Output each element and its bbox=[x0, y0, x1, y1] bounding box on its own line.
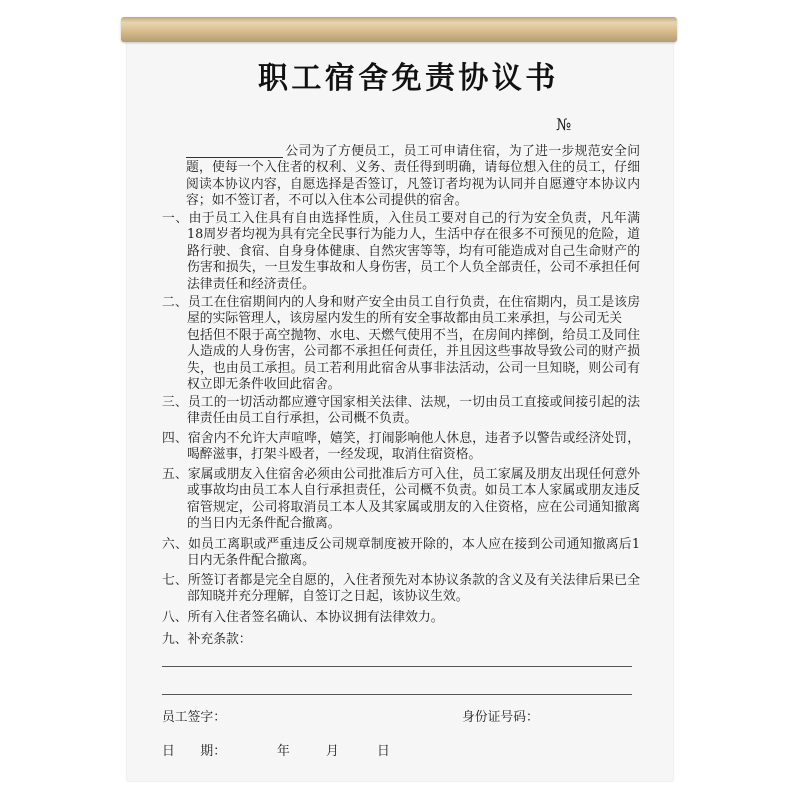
employee-signature-label: 员工签字： bbox=[162, 710, 226, 725]
clause-line-text: 所签订者都是完全自愿的，入住者预先对本协议条款的含义及有关法律后果已全 bbox=[187, 573, 640, 588]
clause-4 bbox=[162, 431, 640, 464]
clause-line-text: 家属或朋友入住宿舍必须由公司批准后方可入住，员工家属及朋友出现任何意外 bbox=[187, 467, 640, 482]
clause-line bbox=[162, 211, 640, 227]
clause-6 bbox=[162, 537, 640, 570]
intro-line: 阅读本协议内容，自愿选择是否签订，凡签订者均视为认同并自愿遵守本协议内 bbox=[186, 176, 640, 192]
clause-line: 或事故均由员工本人自行承担责任，公司概不负责。如员工本人家属或朋友违反 bbox=[187, 483, 640, 499]
clause-line bbox=[162, 537, 640, 553]
clause-line: 伤害和损失，一旦发生事故和人身伤害，员工个人负全部责任，公司不承担任何 bbox=[187, 260, 640, 276]
clause-line: 律责任由员工自行承担，公司概不负责。 bbox=[187, 411, 418, 427]
clause-line: 屋的实际管理人，该房屋内发生的所有安全事故都由员工来承担，与公司无关 bbox=[187, 311, 623, 327]
clause-7 bbox=[162, 573, 640, 606]
clause-line: 人造成的人身伤害，公司都不承担任何责任，并且因这些事故导致公司的财产损 bbox=[187, 344, 640, 360]
clause-line: 宿管规定，公司将取消员工本人及其家属或朋友的入住资格，应在公司通知撤离 bbox=[187, 499, 640, 515]
day-label: 日 bbox=[377, 744, 390, 759]
clause-line bbox=[162, 295, 640, 311]
clause-line: 权立即无条件收回此宿舍。 bbox=[187, 376, 341, 392]
clause-line: 日内无条件配合撤离。 bbox=[187, 553, 315, 569]
clause-line-text: 补充条款： bbox=[187, 632, 252, 647]
intro-line: 题，使每一个入住者的权利、义务、责任得到明确，请每位想入住的员工，仔细 bbox=[186, 160, 640, 176]
clause-number: 七、 bbox=[162, 573, 188, 588]
clause-line: 失，也由员工承担。员工若利用此宿舍从事非法活动，公司一旦知晓，则公司有 bbox=[187, 360, 640, 376]
clause-line-text: 员工在住宿期间内的人身和财产安全由员工自行负责，在住宿期内，员工是该房 bbox=[187, 295, 640, 310]
clause-3 bbox=[162, 395, 640, 428]
supplementary-blank-line bbox=[162, 666, 632, 667]
clause-number: 九、 bbox=[162, 632, 188, 647]
clause-line: 18周岁者均视为具有完全民事行为能力人，生活中存在很多不可预见的危险，道 bbox=[187, 227, 640, 243]
clause-line bbox=[162, 573, 640, 589]
clause-number: 八、 bbox=[162, 610, 188, 625]
clause-line bbox=[162, 632, 640, 648]
intro-line bbox=[186, 144, 640, 160]
clause-number: 四、 bbox=[162, 431, 188, 446]
scroll-rod bbox=[121, 17, 677, 42]
clause-1 bbox=[162, 211, 640, 293]
clause-line-text: 员工的一切活动都应遵守国家相关法律、法规，一切由员工直接或间接引起的法 bbox=[187, 395, 640, 410]
clause-number: 六、 bbox=[162, 537, 189, 552]
month-label: 月 bbox=[326, 744, 339, 759]
clause-line: 的当日内无条件配合撤离。 bbox=[187, 516, 341, 532]
year-label: 年 bbox=[277, 744, 290, 759]
clause-line bbox=[162, 395, 640, 411]
supplementary-blank-line bbox=[162, 694, 632, 695]
clause-9 bbox=[162, 632, 640, 648]
clause-line: 路行驶、食宿、自身身体健康、自然灾害等等，均有可能造成对自己生命财产的 bbox=[187, 243, 640, 259]
intro-line: 容；如不签订者，不可以入住本公司提供的宿舍。 bbox=[186, 193, 468, 209]
intro-line-text: 公司为了方便员工，员工可申请住宿，为了进一步规范安全问 bbox=[285, 144, 640, 159]
clause-number: 三、 bbox=[162, 395, 188, 410]
clause-line bbox=[162, 431, 640, 447]
clause-number: 二、 bbox=[162, 295, 188, 310]
clause-line-text: 如员工离职或严重违反公司规章制度被开除的，本人应在接到公司通知撤离后1 bbox=[188, 537, 640, 552]
document-number-label: № bbox=[556, 115, 572, 134]
clause-line: 法律责任和经济责任。 bbox=[187, 276, 315, 292]
clause-line-text: 由于员工入住具有自由选择性质，入住员工要对自己的行为安全负责，凡年满 bbox=[188, 211, 640, 226]
clause-2 bbox=[162, 295, 640, 393]
id-number-label: 身份证号码： bbox=[462, 710, 539, 725]
clause-line-text: 宿舍内不允许大声喧哗，嬉笑，打闹影响他人休息，违者予以警告或经济处罚， bbox=[187, 431, 640, 446]
clause-line bbox=[162, 610, 640, 626]
clause-5 bbox=[162, 467, 640, 533]
document-title: 职工宿舍免责协议书 bbox=[258, 61, 559, 96]
clause-line: 喝醉滋事，打架斗殴者，一经发现，取消住宿资格。 bbox=[187, 447, 482, 463]
date-label: 日 期： bbox=[162, 744, 226, 759]
clause-line-text: 所有入住者签名确认、本协议拥有法律效力。 bbox=[187, 610, 444, 625]
clause-line: 包括但不限于高空抛物、水电、天燃气使用不当，在房间内摔倒，给员工及同住 bbox=[187, 327, 640, 343]
clause-number: 五、 bbox=[162, 467, 188, 482]
company-name-blank bbox=[186, 145, 283, 158]
clause-line bbox=[162, 467, 640, 483]
intro-paragraph bbox=[186, 144, 640, 210]
clause-8 bbox=[162, 610, 640, 626]
clause-number: 一、 bbox=[162, 211, 189, 226]
clause-line: 部知晓并充分理解，自签订之日起，该协议生效。 bbox=[187, 589, 469, 605]
